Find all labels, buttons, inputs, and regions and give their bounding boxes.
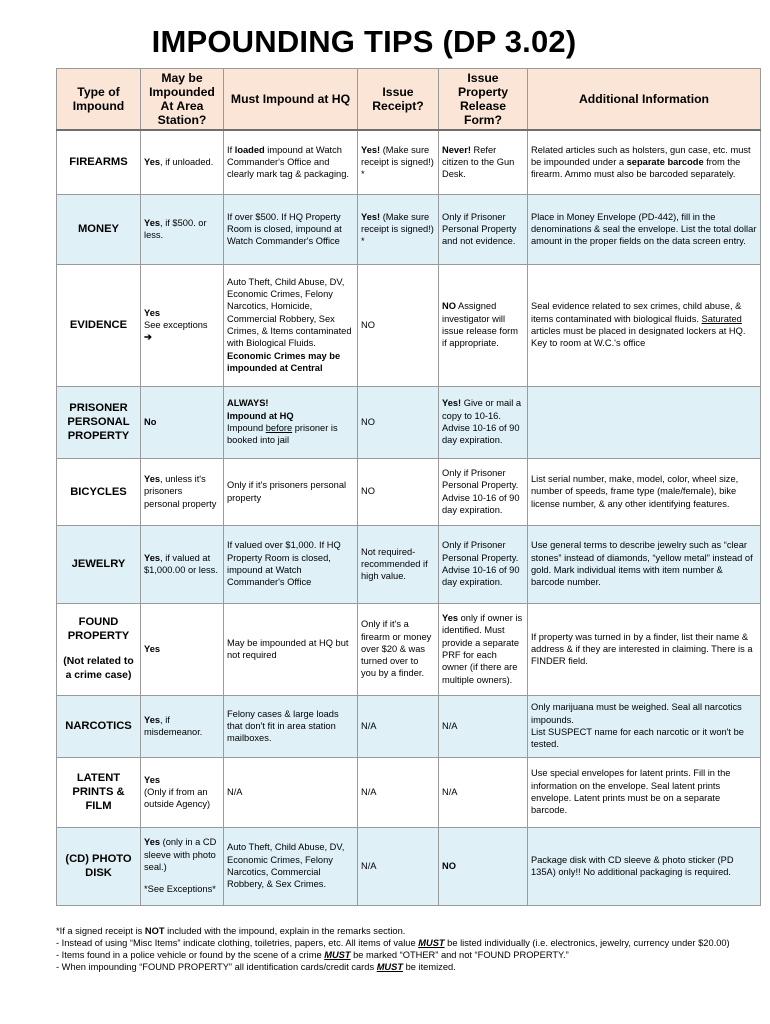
area-cell: Yes, unless it's prisoners personal property	[141, 458, 224, 525]
table-row-found-property	[57, 603, 761, 695]
header-issue-receipt: Issue Receipt?	[358, 69, 439, 131]
type-cell: (CD) PHOTO DISK	[57, 827, 141, 905]
hq-cell: If valued over $1,000. If HQ Property Room is closed, impound at Watch Commander's Office	[224, 525, 358, 603]
area-cell: Yes, if misdemeanor.	[141, 695, 224, 757]
header-type: Type of Impound	[57, 69, 141, 131]
area-cell: Yes	[141, 603, 224, 695]
prf-cell: Only if Prisoner Personal Property and not evidence.	[439, 194, 528, 264]
type-cell: FIREARMS	[57, 130, 141, 194]
hq-cell: Auto Theft, Child Abuse, DV, Economic Crimes, Felony Narcotics, Homicide, Commercial Robbery, Sex Crimes, & Items contaminated with Biological Fluids. Economic Crimes may be impounded at Central	[224, 264, 358, 386]
type-cell: EVIDENCE	[57, 264, 141, 386]
table-row-bicycles	[57, 458, 761, 525]
receipt-cell: NO	[358, 386, 439, 458]
info-cell: If property was turned in by a finder, list their name & address & if they are interested in claiming. There is a FINDER field.	[528, 603, 761, 695]
table-row-money	[57, 194, 761, 264]
prf-cell: Only if Prisoner Personal Property. Advise 10-16 of 90 day expiration.	[439, 458, 528, 525]
hq-cell: If over $500. If HQ Property Room is closed, impound at Watch Commander's Office	[224, 194, 358, 264]
type-cell: MONEY	[57, 194, 141, 264]
type-cell: JEWELRY	[57, 525, 141, 603]
table-row-firearms	[57, 130, 761, 194]
info-cell: Use special envelopes for latent prints. Fill in the information on the envelope. Seal latent prints envelope. Latent prints must be on a separate barcode.	[528, 757, 761, 827]
type-cell: BICYCLES	[57, 458, 141, 525]
table-header-row	[57, 69, 761, 131]
info-cell: Package disk with CD sleeve & photo sticker (PD 135A) only!! No additional packaging is required.	[528, 827, 761, 905]
footnotes	[56, 925, 756, 973]
table-row-evidence	[57, 264, 761, 386]
table-row-photo-disk	[57, 827, 761, 905]
prf-cell: N/A	[439, 695, 528, 757]
hq-cell: If loaded impound at Watch Commander's Office and clearly mark tag & packaging.	[224, 130, 358, 194]
footnote-misc-items: - Instead of using “Misc Items” indicate clothing, toiletries, papers, etc. All items of value MUST be listed individually (i.e. electronics, jewelry, currency under $20.00)	[56, 938, 730, 948]
area-cell: Yes, if valued at $1,000.00 or less.	[141, 525, 224, 603]
info-cell: Related articles such as holsters, gun case, etc. must be impounded under a separate barcode from the firearm. Ammo must also be barcoded separately.	[528, 130, 761, 194]
footnote-police-vehicle: - Items found in a police vehicle or found by the scene of a crime MUST be marked “OTHER” and not “FOUND PROPERTY.”	[56, 950, 569, 960]
receipt-cell: NO	[358, 264, 439, 386]
info-cell	[528, 386, 761, 458]
header-issue-prf: Issue Property Release Form?	[439, 69, 528, 131]
hq-cell: N/A	[224, 757, 358, 827]
hq-cell: Auto Theft, Child Abuse, DV, Economic Crimes, Felony Narcotics, Commercial Robbery, & Sex Crimes.	[224, 827, 358, 905]
info-cell: Place in Money Envelope (PD-442), fill in the denominations & seal the envelope. List the total dollar amount in the proper fields on the data screen entry.	[528, 194, 761, 264]
impounding-table	[56, 68, 761, 906]
hq-cell: Felony cases & large loads that don't fit in area station mailboxes.	[224, 695, 358, 757]
hq-cell: Only if it's prisoners personal property	[224, 458, 358, 525]
table-row-narcotics	[57, 695, 761, 757]
receipt-cell: Not required-recommended if high value.	[358, 525, 439, 603]
prf-cell: Yes! Give or mail a copy to 10-16. Advise 10-16 of 90 day expiration.	[439, 386, 528, 458]
receipt-cell: Yes! (Make sure receipt is signed!) *	[358, 130, 439, 194]
receipt-cell: N/A	[358, 827, 439, 905]
area-cell: Yes, if unloaded.	[141, 130, 224, 194]
info-cell: Seal evidence related to sex crimes, child abuse, & items contaminated with biological fluids. Saturated articles must be placed in designated lockers at HQ. Key to room at W.C.'s office	[528, 264, 761, 386]
prf-cell: NO Assigned investigator will issue release form if appropriate.	[439, 264, 528, 386]
footnote-found-property: - When impounding “FOUND PROPERTY” all identification cards/credit cards MUST be itemized.	[56, 962, 456, 972]
hq-cell: May be impounded at HQ but not required	[224, 603, 358, 695]
header-additional-info: Additional Information	[528, 69, 761, 131]
prf-cell: NO	[439, 827, 528, 905]
header-area-station: May be Impounded At Area Station?	[141, 69, 224, 131]
type-cell: NARCOTICS	[57, 695, 141, 757]
footnote-receipt: *If a signed receipt is NOT included with the impound, explain in the remarks section.	[56, 926, 406, 936]
receipt-cell: N/A	[358, 757, 439, 827]
table-row-latent-prints	[57, 757, 761, 827]
table-row-prisoner-property	[57, 386, 761, 458]
area-cell: Yes (Only if from an outside Agency)	[141, 757, 224, 827]
type-cell: PRISONER PERSONAL PROPERTY	[57, 386, 141, 458]
area-cell: Yes (only in a CD sleeve with photo seal.) *See Exceptions*	[141, 827, 224, 905]
info-cell: List serial number, make, model, color, wheel size, number of speeds, frame type (male/female), bike license number, & any other identifying features.	[528, 458, 761, 525]
area-cell: No	[141, 386, 224, 458]
prf-cell: Only if Prisoner Personal Property. Advise 10-16 of 90 day expiration.	[439, 525, 528, 603]
hq-cell: ALWAYS! Impound at HQ Impound before prisoner is booked into jail	[224, 386, 358, 458]
area-cell: Yes, if $500. or less.	[141, 194, 224, 264]
type-cell: LATENT PRINTS & FILM	[57, 757, 141, 827]
receipt-cell: N/A	[358, 695, 439, 757]
receipt-cell: NO	[358, 458, 439, 525]
prf-cell: Never! Refer citizen to the Gun Desk.	[439, 130, 528, 194]
receipt-cell: Yes! (Make sure receipt is signed!) *	[358, 194, 439, 264]
receipt-cell: Only if it's a firearm or money over $20 & was turned over to you by a finder.	[358, 603, 439, 695]
table-row-jewelry	[57, 525, 761, 603]
type-cell: FOUND PROPERTY (Not related to a crime case)	[57, 603, 141, 695]
header-must-hq: Must Impound at HQ	[224, 69, 358, 131]
prf-cell: N/A	[439, 757, 528, 827]
prf-cell: Yes only if owner is identified. Must provide a separate PRF for each owner (if there are multiple owners).	[439, 603, 528, 695]
info-cell: Only marijuana must be weighed. Seal all narcotics impounds. List SUSPECT name for each narcotic or it won't be tested.	[528, 695, 761, 757]
info-cell: Use general terms to describe jewelry such as “clear stones” instead of diamonds, “yellow metal” instead of gold. Mark individual items with item number & barcode number.	[528, 525, 761, 603]
arrow-right-icon: ➔	[144, 332, 152, 343]
page-title: IMPOUNDING TIPS (DP 3.02)	[151, 24, 577, 59]
area-cell: Yes See exceptions ➔	[141, 264, 224, 386]
